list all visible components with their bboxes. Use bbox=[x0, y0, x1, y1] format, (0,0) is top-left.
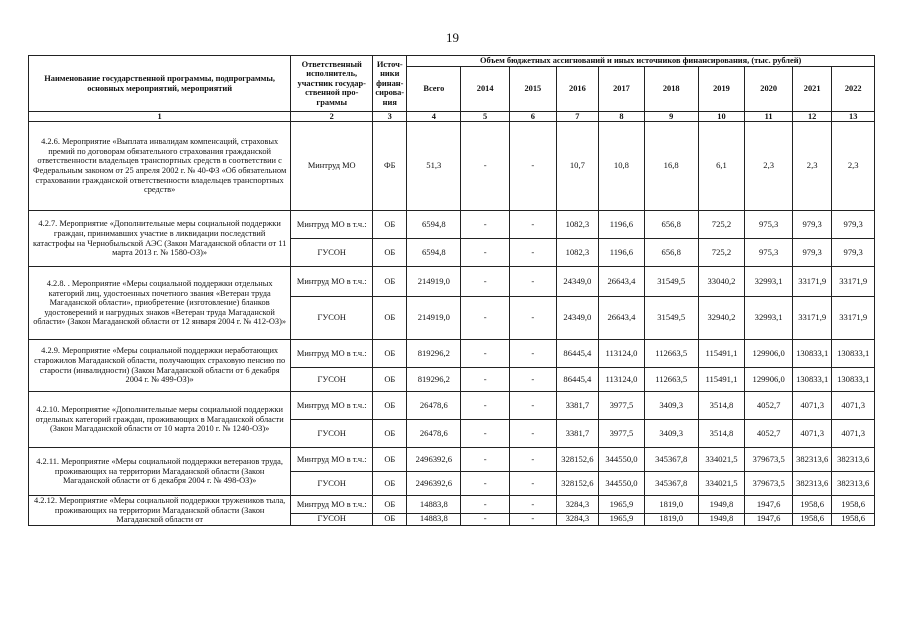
year-value-cell: 130833,1 bbox=[832, 340, 875, 368]
measure-name: 4.2.6. Мероприятие «Выплата инвалидам компенсаций, страховых премий по договорам обязательного страхования гражданской ответственности владельцев транспортных средств в соответствии с Федеральным законом от 25 апреля 2002 г. № 40-ФЗ «Об обязательном страховании гражданской ответственности владельцев транспортных средств» bbox=[29, 122, 291, 211]
total-cell: 819296,2 bbox=[407, 368, 461, 392]
table-row bbox=[29, 211, 875, 239]
year-value-cell: 129906,0 bbox=[745, 368, 793, 392]
year-value-cell: 32993,1 bbox=[745, 297, 793, 340]
year-value-cell: 129906,0 bbox=[745, 340, 793, 368]
year-value-cell: 4071,3 bbox=[792, 420, 831, 448]
year-value-cell: - bbox=[510, 448, 557, 472]
source-cell: ОБ bbox=[373, 211, 407, 239]
header-year: 2014 bbox=[461, 67, 510, 112]
year-value-cell: - bbox=[461, 122, 510, 211]
col-number: 13 bbox=[832, 112, 875, 122]
year-value-cell: 130833,1 bbox=[792, 340, 831, 368]
year-value-cell: 345367,8 bbox=[644, 472, 698, 496]
year-value-cell: 3284,3 bbox=[556, 513, 599, 525]
total-cell: 214919,0 bbox=[407, 297, 461, 340]
year-value-cell: - bbox=[461, 392, 510, 420]
year-value-cell: 3284,3 bbox=[556, 496, 599, 514]
year-value-cell: 3409,3 bbox=[644, 392, 698, 420]
header-year: 2016 bbox=[556, 67, 599, 112]
col-number: 7 bbox=[556, 112, 599, 122]
header-total: Всего bbox=[407, 67, 461, 112]
header-year: 2022 bbox=[832, 67, 875, 112]
year-value-cell: 33040,2 bbox=[698, 267, 745, 297]
year-value-cell: 1958,6 bbox=[832, 496, 875, 514]
year-value-cell: 113124,0 bbox=[599, 340, 645, 368]
executor-cell: ГУСОН bbox=[291, 420, 373, 448]
source-cell: ОБ bbox=[373, 472, 407, 496]
source-cell: ОБ bbox=[373, 448, 407, 472]
col-number: 10 bbox=[698, 112, 745, 122]
source-cell: ОБ bbox=[373, 496, 407, 514]
year-value-cell: 334021,5 bbox=[698, 448, 745, 472]
header-year: 2015 bbox=[510, 67, 557, 112]
year-value-cell: 979,3 bbox=[792, 211, 831, 239]
year-value-cell: 2,3 bbox=[832, 122, 875, 211]
year-value-cell: - bbox=[461, 368, 510, 392]
year-value-cell: 31549,5 bbox=[644, 267, 698, 297]
header-year: 2020 bbox=[745, 67, 793, 112]
source-cell: ОБ bbox=[373, 420, 407, 448]
source-cell: ОБ bbox=[373, 297, 407, 340]
year-value-cell: 86445,4 bbox=[556, 368, 599, 392]
year-value-cell: 328152,6 bbox=[556, 448, 599, 472]
executor-cell: ГУСОН bbox=[291, 513, 373, 525]
year-value-cell: - bbox=[461, 513, 510, 525]
header-volume: Объем бюджетных ассигнований и иных источников финансирования, (тыс. рублей) bbox=[407, 56, 875, 67]
year-value-cell: - bbox=[461, 297, 510, 340]
year-value-cell: 382313,6 bbox=[792, 472, 831, 496]
year-value-cell: 16,8 bbox=[644, 122, 698, 211]
total-cell: 2496392,6 bbox=[407, 472, 461, 496]
table-row bbox=[29, 340, 875, 368]
col-number: 11 bbox=[745, 112, 793, 122]
year-value-cell: - bbox=[461, 496, 510, 514]
year-value-cell: 379673,5 bbox=[745, 448, 793, 472]
year-value-cell: 379673,5 bbox=[745, 472, 793, 496]
year-value-cell: 113124,0 bbox=[599, 368, 645, 392]
col-number: 9 bbox=[644, 112, 698, 122]
year-value-cell: 1949,8 bbox=[698, 513, 745, 525]
year-value-cell: 32940,2 bbox=[698, 297, 745, 340]
year-value-cell: 1819,0 bbox=[644, 513, 698, 525]
year-value-cell: - bbox=[461, 340, 510, 368]
year-value-cell: - bbox=[461, 267, 510, 297]
total-cell: 14883,8 bbox=[407, 513, 461, 525]
measure-name: 4.2.7. Мероприятие «Дополнительные меры социальной поддержки граждан, принимавших участие в ликвидации последствий катастрофы на Чернобыльской АЭС (Закон Магаданской области от 11 марта 2013 г. № 1580-ОЗ)» bbox=[29, 211, 291, 267]
total-cell: 2496392,6 bbox=[407, 448, 461, 472]
year-value-cell: 344550,0 bbox=[599, 472, 645, 496]
year-value-cell: 24349,0 bbox=[556, 267, 599, 297]
year-value-cell: 345367,8 bbox=[644, 448, 698, 472]
year-value-cell: 112663,5 bbox=[644, 368, 698, 392]
year-value-cell: 656,8 bbox=[644, 211, 698, 239]
column-number-row bbox=[29, 112, 875, 122]
header-name: Наименование государственной программы, подпрограммы, основных мероприятий, мероприятий bbox=[29, 56, 291, 112]
year-value-cell: - bbox=[461, 472, 510, 496]
executor-cell: Минтруд МО bbox=[291, 122, 373, 211]
year-value-cell: - bbox=[510, 239, 557, 267]
measure-name: 4.2.10. Мероприятие «Дополнительные меры социальной поддержки отдельных категорий граждан, проживающих в Магаданской области (Закон Магаданской области от 10 марта 2010 г. № 1240-ОЗ)» bbox=[29, 392, 291, 448]
executor-cell: ГУСОН bbox=[291, 472, 373, 496]
header-executor: Ответственный исполнитель, участник государ-ственной про-граммы bbox=[291, 56, 373, 112]
year-value-cell: 1965,9 bbox=[599, 513, 645, 525]
year-value-cell: 1082,3 bbox=[556, 211, 599, 239]
col-number: 1 bbox=[29, 112, 291, 122]
year-value-cell: - bbox=[461, 448, 510, 472]
year-value-cell: 33171,9 bbox=[832, 267, 875, 297]
year-value-cell: - bbox=[510, 513, 557, 525]
year-value-cell: 975,3 bbox=[745, 239, 793, 267]
col-number: 3 bbox=[373, 112, 407, 122]
header-year: 2018 bbox=[644, 67, 698, 112]
year-value-cell: 3514,8 bbox=[698, 392, 745, 420]
year-value-cell: 2,3 bbox=[792, 122, 831, 211]
year-value-cell: 979,3 bbox=[832, 211, 875, 239]
year-value-cell: 1947,6 bbox=[745, 496, 793, 514]
year-value-cell: 26643,4 bbox=[599, 267, 645, 297]
executor-cell: Минтруд МО в т.ч.: bbox=[291, 496, 373, 514]
year-value-cell: 3409,3 bbox=[644, 420, 698, 448]
year-value-cell: 6,1 bbox=[698, 122, 745, 211]
measure-name: 4.2.9. Мероприятие «Меры социальной поддержки неработающих старожилов Магаданской области, получающих страховую пенсию по старости (инвалидности) (Закон Магаданской области от 6 декабря 2004 г. № 499-ОЗ)» bbox=[29, 340, 291, 392]
total-cell: 26478,6 bbox=[407, 420, 461, 448]
total-cell: 26478,6 bbox=[407, 392, 461, 420]
year-value-cell: - bbox=[510, 496, 557, 514]
year-value-cell: 10,8 bbox=[599, 122, 645, 211]
table-row bbox=[29, 448, 875, 472]
executor-cell: ГУСОН bbox=[291, 368, 373, 392]
executor-cell: Минтруд МО в т.ч.: bbox=[291, 267, 373, 297]
col-number: 4 bbox=[407, 112, 461, 122]
year-value-cell: - bbox=[461, 239, 510, 267]
year-value-cell: 26643,4 bbox=[599, 297, 645, 340]
year-value-cell: 344550,0 bbox=[599, 448, 645, 472]
measure-name: 4.2.12. Мероприятие «Меры социальной поддержки тружеников тыла, проживающих на территории Магаданской области (Закон Магаданской области от bbox=[29, 496, 291, 526]
year-value-cell: 115491,1 bbox=[698, 368, 745, 392]
year-value-cell: 2,3 bbox=[745, 122, 793, 211]
year-value-cell: 1196,6 bbox=[599, 211, 645, 239]
year-value-cell: 656,8 bbox=[644, 239, 698, 267]
year-value-cell: 4052,7 bbox=[745, 420, 793, 448]
header-year: 2021 bbox=[792, 67, 831, 112]
year-value-cell: 1965,9 bbox=[599, 496, 645, 514]
executor-cell: ГУСОН bbox=[291, 297, 373, 340]
year-value-cell: 3381,7 bbox=[556, 392, 599, 420]
col-number: 8 bbox=[599, 112, 645, 122]
source-cell: ОБ bbox=[373, 392, 407, 420]
source-cell: ОБ bbox=[373, 513, 407, 525]
year-value-cell: 10,7 bbox=[556, 122, 599, 211]
total-cell: 6594,8 bbox=[407, 211, 461, 239]
year-value-cell: - bbox=[510, 368, 557, 392]
year-value-cell: 1947,6 bbox=[745, 513, 793, 525]
year-value-cell: 328152,6 bbox=[556, 472, 599, 496]
total-cell: 214919,0 bbox=[407, 267, 461, 297]
year-value-cell: 1196,6 bbox=[599, 239, 645, 267]
total-cell: 14883,8 bbox=[407, 496, 461, 514]
executor-cell: Минтруд МО в т.ч.: bbox=[291, 392, 373, 420]
total-cell: 51,3 bbox=[407, 122, 461, 211]
year-value-cell: 382313,6 bbox=[832, 472, 875, 496]
year-value-cell: 1958,6 bbox=[792, 513, 831, 525]
year-value-cell: 130833,1 bbox=[832, 368, 875, 392]
col-number: 2 bbox=[291, 112, 373, 122]
year-value-cell: 1819,0 bbox=[644, 496, 698, 514]
year-value-cell: - bbox=[510, 267, 557, 297]
source-cell: ОБ bbox=[373, 368, 407, 392]
year-value-cell: 32993,1 bbox=[745, 267, 793, 297]
year-value-cell: 1082,3 bbox=[556, 239, 599, 267]
header-year: 2017 bbox=[599, 67, 645, 112]
year-value-cell: 382313,6 bbox=[832, 448, 875, 472]
year-value-cell: - bbox=[510, 340, 557, 368]
year-value-cell: - bbox=[461, 211, 510, 239]
source-cell: ФБ bbox=[373, 122, 407, 211]
budget-table bbox=[28, 55, 875, 526]
year-value-cell: - bbox=[510, 420, 557, 448]
table-body bbox=[29, 112, 875, 526]
year-value-cell: 115491,1 bbox=[698, 340, 745, 368]
year-value-cell: 3977,5 bbox=[599, 420, 645, 448]
year-value-cell: 725,2 bbox=[698, 239, 745, 267]
year-value-cell: 4071,3 bbox=[792, 392, 831, 420]
year-value-cell: 975,3 bbox=[745, 211, 793, 239]
year-value-cell: - bbox=[510, 392, 557, 420]
year-value-cell: 725,2 bbox=[698, 211, 745, 239]
table-row bbox=[29, 496, 875, 514]
year-value-cell: 31549,5 bbox=[644, 297, 698, 340]
executor-cell: Минтруд МО в т.ч.: bbox=[291, 211, 373, 239]
year-value-cell: 3514,8 bbox=[698, 420, 745, 448]
year-value-cell: 86445,4 bbox=[556, 340, 599, 368]
measure-name: 4.2.11. Мероприятие «Меры социальной поддержки ветеранов труда, проживающих на территории Магаданской области (Закон Магаданской области от 6 декабря 2004 г. № 498-ОЗ)» bbox=[29, 448, 291, 496]
year-value-cell: 33171,9 bbox=[832, 297, 875, 340]
year-value-cell: 4071,3 bbox=[832, 392, 875, 420]
year-value-cell: 4071,3 bbox=[832, 420, 875, 448]
year-value-cell: 979,3 bbox=[792, 239, 831, 267]
measure-name: 4.2.8. . Мероприятие «Меры социальной поддержки отдельных категорий лиц, удостоенных почетного звания «Ветеран труда Магаданской области», приобретение (изготовление) бланков удостоверений и нагрудных знаков «Ветеран труда Магаданской области» (Закон Магаданской области от 12 января 2004 г. № 412-ОЗ)» bbox=[29, 267, 291, 340]
year-value-cell: 4052,7 bbox=[745, 392, 793, 420]
page-number: 19 bbox=[446, 30, 459, 45]
col-number: 6 bbox=[510, 112, 557, 122]
col-number: 5 bbox=[461, 112, 510, 122]
header-source: Источ-ники финан-сирова-ния bbox=[373, 56, 407, 112]
year-value-cell: 979,3 bbox=[832, 239, 875, 267]
year-value-cell: - bbox=[510, 297, 557, 340]
year-value-cell: 33171,9 bbox=[792, 267, 831, 297]
year-value-cell: 33171,9 bbox=[792, 297, 831, 340]
source-cell: ОБ bbox=[373, 267, 407, 297]
source-cell: ОБ bbox=[373, 239, 407, 267]
executor-cell: Минтруд МО в т.ч.: bbox=[291, 340, 373, 368]
year-value-cell: 382313,6 bbox=[792, 448, 831, 472]
year-value-cell: 3977,5 bbox=[599, 392, 645, 420]
header-year: 2019 bbox=[698, 67, 745, 112]
year-value-cell: - bbox=[510, 122, 557, 211]
year-value-cell: 334021,5 bbox=[698, 472, 745, 496]
table-row bbox=[29, 122, 875, 211]
year-value-cell: - bbox=[510, 472, 557, 496]
year-value-cell: 24349,0 bbox=[556, 297, 599, 340]
year-value-cell: 3381,7 bbox=[556, 420, 599, 448]
year-value-cell: 1949,8 bbox=[698, 496, 745, 514]
table-row bbox=[29, 392, 875, 420]
executor-cell: Минтруд МО в т.ч.: bbox=[291, 448, 373, 472]
year-value-cell: 1958,6 bbox=[832, 513, 875, 525]
year-value-cell: 1958,6 bbox=[792, 496, 831, 514]
source-cell: ОБ bbox=[373, 340, 407, 368]
executor-cell: ГУСОН bbox=[291, 239, 373, 267]
total-cell: 6594,8 bbox=[407, 239, 461, 267]
year-value-cell: - bbox=[461, 420, 510, 448]
year-value-cell: - bbox=[510, 211, 557, 239]
year-value-cell: 112663,5 bbox=[644, 340, 698, 368]
table-row bbox=[29, 267, 875, 297]
col-number: 12 bbox=[792, 112, 831, 122]
year-value-cell: 130833,1 bbox=[792, 368, 831, 392]
total-cell: 819296,2 bbox=[407, 340, 461, 368]
